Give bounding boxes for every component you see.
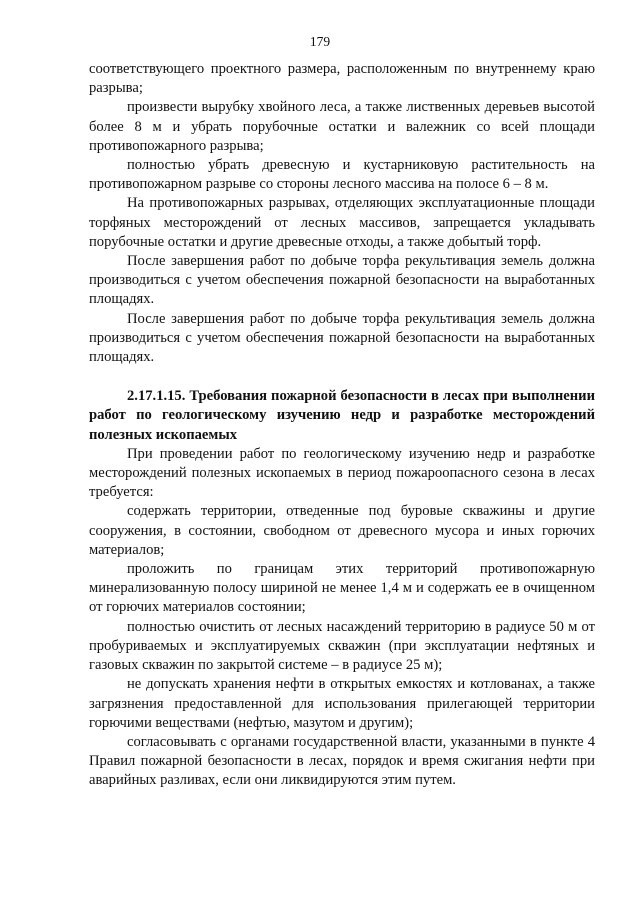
paragraph: полностью убрать древесную и кустарниковую растительность на противопожарном разрыве со стороны лесного массива на полосе 6 – 8 м. bbox=[89, 157, 595, 193]
paragraph: не допускать хранения нефти в открытых емкостях и котлованах, а также загрязнения предоставленной для использования прилегающей территории горючими веществами (нефтью, мазутом и другим); bbox=[89, 676, 595, 731]
document-body bbox=[89, 60, 595, 791]
paragraph: При проведении работ по геологическому изучению недр и разработке месторождений полезных ископаемых в период пожароопасного сезона в лесах требуется: bbox=[89, 445, 595, 501]
paragraph: После завершения работ по добыче торфа рекультивация земель должна производиться с учетом обеспечения пожарной безопасности на выработанных площадях. bbox=[89, 310, 595, 366]
section-heading: 2.17.1.15. Требования пожарной безопасности в лесах при выполнении работ по геологическому изучению недр и разработке месторождений полезных ископаемых bbox=[89, 388, 595, 443]
paragraph: согласовывать с органами государственной власти, указанными в пункте 4 Правил пожарной безопасности в лесах, порядок и время сжигания нефти при аварийных разливах, если они ликвидируются этим путем. bbox=[89, 733, 595, 789]
paragraph: произвести вырубку хвойного леса, а также лиственных деревьев высотой более 8 м и убрать порубочные остатки и валежник со всей площади противопожарного разрыва; bbox=[89, 99, 595, 154]
paragraph: соответствующего проектного размера, расположенным по внутреннему краю разрыва; bbox=[89, 61, 595, 97]
paragraph: полностью очистить от лесных насаждений территорию в радиусе 50 м от пробуриваемых и эксплуатируемых скважин (при эксплуатации нефтяных и газовых скважин по закрытой системе – в радиусе 25 м); bbox=[89, 618, 595, 674]
paragraph: проложить по границам этих территорий противопожарную минерализованную полосу шириной не менее 1,4 м и содержать ее в очищенном от горючих материалов состоянии; bbox=[89, 561, 595, 616]
page-number: 179 bbox=[309, 34, 331, 49]
paragraph: На противопожарных разрывах, отделяющих эксплуатационные площади торфяных месторождений от лесных массивов, запрещается укладывать порубочные остатки и другие древесные отходы, а также добытый торф. bbox=[89, 195, 595, 250]
paragraph: После завершения работ по добыче торфа рекультивация земель должна производиться с учетом обеспечения пожарной безопасности на выработанных площадях. bbox=[89, 253, 595, 308]
paragraph: содержать территории, отведенные под буровые скважины и другие сооружения, в состоянии, свободном от древесного мусора и иных горючих материалов; bbox=[89, 503, 595, 558]
